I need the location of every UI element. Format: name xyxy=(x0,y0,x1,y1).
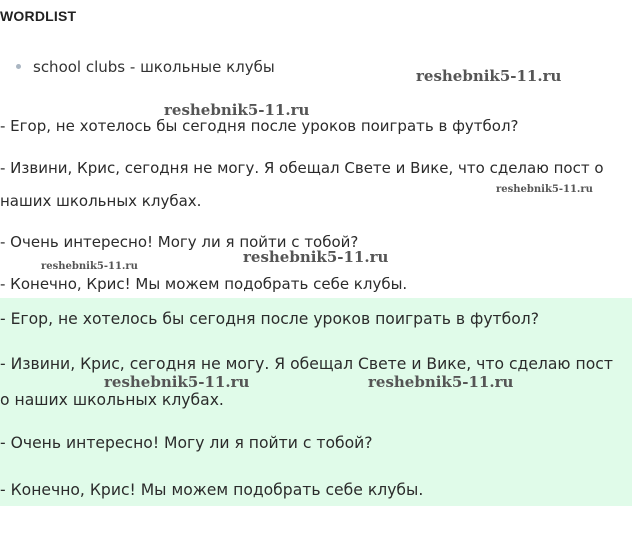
dialogue-line-4: - Конечно, Крис! Мы можем подобрать себе клубы. xyxy=(0,275,408,293)
page-title: WORDLIST xyxy=(0,8,77,24)
wordlist-item xyxy=(16,58,275,76)
dialogue-line-1: - Егор, не хотелось бы сегодня после уроков поиграть в футбол? xyxy=(0,117,519,135)
watermark: reshebnik5-11.ru xyxy=(243,248,389,266)
dialogue-line-2a: - Извини, Крис, сегодня не могу. Я обещал Свете и Вике, что сделаю пост о xyxy=(0,159,604,177)
bullet-icon xyxy=(16,64,21,69)
watermark: reshebnik5-11.ru xyxy=(496,184,593,195)
highlight-line-2a: - Извини, Крис, сегодня не могу. Я обещал Свете и Вике, что сделаю пост xyxy=(0,355,613,373)
watermark: reshebnik5-11.ru xyxy=(416,67,562,85)
watermark: reshebnik5-11.ru xyxy=(41,261,138,272)
watermark: reshebnik5-11.ru xyxy=(164,101,310,119)
highlight-line-3: - Очень интересно! Могу ли я пойти с тобой? xyxy=(0,434,373,452)
highlight-line-1: - Егор, не хотелось бы сегодня после уроков поиграть в футбол? xyxy=(0,310,540,328)
highlight-line-4: - Конечно, Крис! Мы можем подобрать себе клубы. xyxy=(0,481,424,499)
dialogue-line-2b: наших школьных клубах. xyxy=(0,192,202,210)
watermark: reshebnik5-11.ru xyxy=(104,373,250,391)
dialogue-line-3: - Очень интересно! Могу ли я пойти с тобой? xyxy=(0,233,359,251)
watermark: reshebnik5-11.ru xyxy=(368,373,514,391)
wordlist-item-text: school clubs - школьные клубы xyxy=(33,58,275,76)
highlight-line-2b: о наших школьных клубах. xyxy=(0,391,224,409)
